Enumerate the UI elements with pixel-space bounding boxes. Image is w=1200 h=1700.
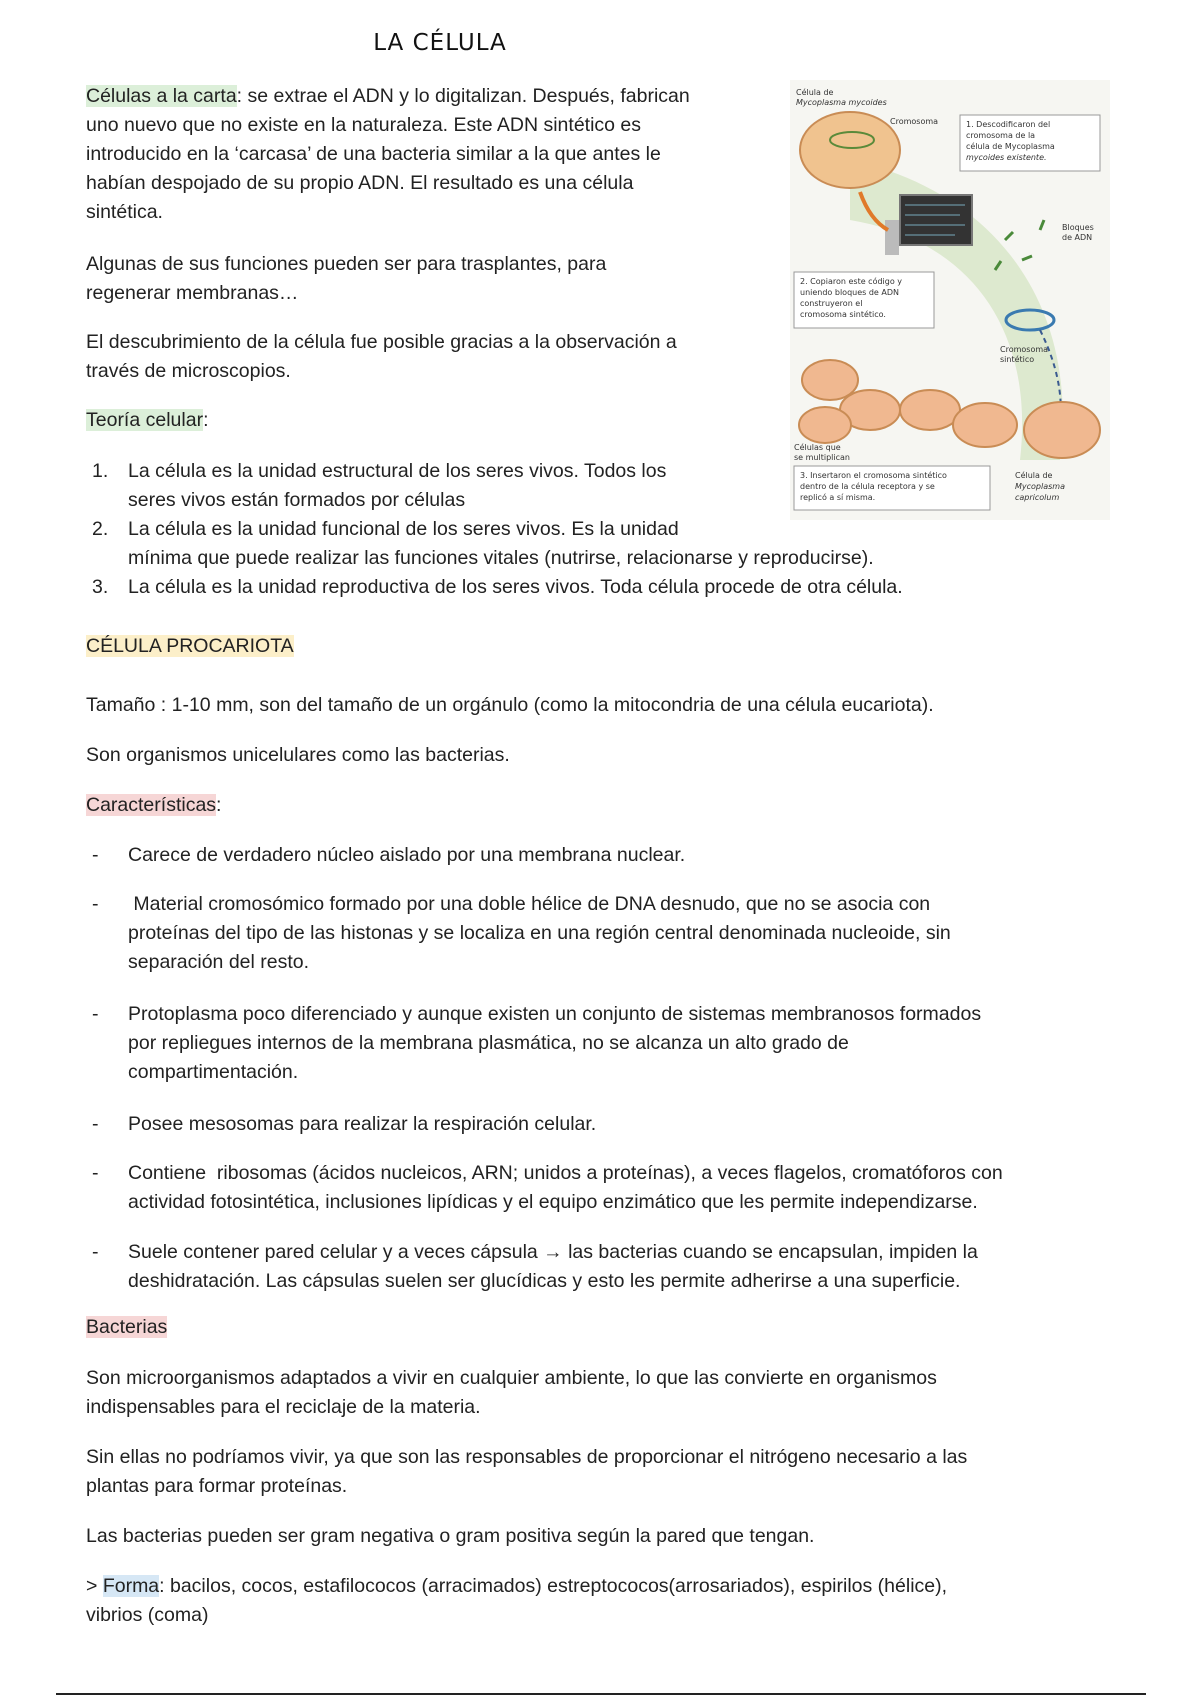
synthetic-label-2: sintético: [1000, 355, 1035, 364]
step1-line-3: célula de Mycoplasma: [966, 142, 1055, 151]
bullet-3-line-2: por repliegues internos de la membrana plasmática, no se alcanza un alto grado de: [128, 1032, 849, 1054]
bacteria-p1-line-2: indispensables para el reciclaje de la materia.: [86, 1396, 481, 1418]
bacteria-p2-line-1: Sin ellas no podríamos vivir, ya que son las responsables de proporcionar el nitrógeno necesario a las: [86, 1446, 968, 1468]
bullet-2-line-3: separación del resto.: [128, 951, 310, 973]
multiply-label-1: Células que: [794, 443, 841, 452]
theory-item-2-line-2: mínima que puede realizar las funciones vitales (nutrirse, relacionarse y reproducirse).: [128, 547, 874, 569]
cell-label-2: Mycoplasma mycoides: [796, 98, 887, 107]
capri-label-2: Mycoplasma: [1015, 482, 1065, 491]
bullet-3-line-1: Protoplasma poco diferenciado y aunque existen un conjunto de sistemas membranosos formados: [128, 1003, 982, 1025]
bottom-rule: [56, 1693, 1146, 1695]
capri-label-3: capricolum: [1015, 493, 1060, 502]
synthetic-cell-illustration: [790, 80, 1110, 520]
theory-heading: Teoría celular:: [86, 409, 209, 431]
bullet-dash-1: -: [92, 844, 99, 866]
cell-c: [799, 407, 851, 443]
bullet-6-line-1: Suele contener pared celular y a veces cápsula → las bacterias cuando se encapsulan, impiden la: [128, 1241, 978, 1263]
intro-line-4: habían despojado de su propio ADN. El resultado es una célula: [86, 172, 634, 194]
bullet-2-line-2: proteínas del tipo de las histonas y se localiza en una región central denominada nucleoide, sin: [128, 922, 951, 944]
synthetic-label-1: Cromosoma: [1000, 345, 1049, 354]
step3-line-1: 3. Insertaron el cromosoma sintético: [800, 471, 947, 480]
bullet-3-line-3: compartimentación.: [128, 1061, 299, 1083]
functions-line-1: Algunas de sus funciones pueden ser para trasplantes, para: [86, 253, 607, 275]
bacteria-p1-line-1: Son microorganismos adaptados a vivir en cualquier ambiente, lo que las convierte en organismos: [86, 1367, 937, 1389]
bacteria-heading: Bacterias: [86, 1316, 168, 1338]
computer-screen: [900, 195, 972, 245]
prokaryote-organisms: Son organismos unicelulares como las bacterias.: [86, 744, 510, 766]
theory-num-2: 2.: [92, 518, 109, 540]
intro-line-2: uno nuevo que no existe en la naturaleza. Este ADN sintético es: [86, 114, 642, 136]
microscope: [885, 220, 899, 255]
bullet-dash-3: -: [92, 1003, 99, 1025]
theory-num-3: 3.: [92, 576, 109, 598]
blocks-label-1: Bloques: [1062, 223, 1094, 232]
bullet-5-line-2: actividad fotosintética, inclusiones lipídicas y el equipo enzimático que les permite independizarse.: [128, 1191, 978, 1213]
cell-d: [900, 390, 960, 430]
bullet-1-line-1: Carece de verdadero núcleo aislado por una membrana nuclear.: [128, 844, 686, 866]
theory-item-1-line-1: La célula es la unidad estructural de los seres vivos. Todos los: [128, 460, 667, 482]
intro-line-1: Células a la carta: se extrae el ADN y lo digitalizan. Después, fabrican: [86, 85, 690, 107]
intro-highlight: Células a la carta: [86, 85, 237, 107]
theory-item-3-line-1: La célula es la unidad reproductiva de los seres vivos. Toda célula procede de otra célula.: [128, 576, 903, 598]
bacteria-shape-line-2: vibrios (coma): [86, 1604, 209, 1626]
step2-line-2: uniendo bloques de ADN: [800, 288, 900, 297]
bullet-6-line-2: deshidratación. Las cápsulas suelen ser glucídicas y esto les permite adherirse a una superficie.: [128, 1270, 961, 1292]
blocks-label-2: de ADN: [1062, 233, 1093, 242]
prokaryote-heading: CÉLULA PROCARIOTA: [86, 635, 294, 657]
bullet-4-line-1: Posee mesosomas para realizar la respiración celular.: [128, 1113, 597, 1135]
bullet-2-line-1: Material cromosómico formado por una doble hélice de DNA desnudo, que no se asocia con: [128, 893, 931, 915]
intro-line-5: sintética.: [86, 201, 163, 223]
step2-line-1: 2. Copiaron este código y: [800, 277, 903, 286]
cell-e: [953, 403, 1017, 447]
characteristics-heading: Características:: [86, 794, 222, 816]
bullet-5-line-1: Contiene ribosomas (ácidos nucleicos, ARN; unidos a proteínas), a veces flagelos, cromatóforos con: [128, 1162, 1003, 1184]
step1-line-4: mycoides existente.: [966, 153, 1047, 162]
mycoides-cell: [800, 112, 900, 188]
functions-line-2: regenerar membranas…: [86, 282, 299, 304]
bullet-dash-5: -: [92, 1162, 99, 1184]
discovery-line-2: través de microscopios.: [86, 360, 291, 382]
step3-line-3: replicó a sí misma.: [800, 493, 876, 502]
cell-a: [802, 360, 858, 400]
page-title: LA CÉLULA: [373, 30, 507, 56]
step2-line-4: cromosoma sintético.: [800, 310, 886, 319]
step1-line-2: cromosoma de la: [966, 131, 1036, 140]
bullet-dash-6: -: [92, 1241, 99, 1263]
prokaryote-size: Tamaño : 1-10 mm, son del tamaño de un orgánulo (como la mitocondria de una célula eucariota).: [86, 694, 934, 716]
step2-line-3: construyeron el: [800, 299, 863, 308]
chromosome-label: Cromosoma: [890, 117, 939, 126]
bullet-dash-2: -: [92, 893, 99, 915]
bacteria-p2-line-2: plantas para formar proteínas.: [86, 1475, 348, 1497]
theory-item-2-line-1: La célula es la unidad funcional de los seres vivos. Es la unidad: [128, 518, 679, 540]
theory-item-1-line-2: seres vivos están formados por células: [128, 489, 466, 511]
bacteria-shape-line-1: > Forma: bacilos, cocos, estafilococos (arracimados) estreptococos(arrosariados), espirilos (hélice),: [86, 1575, 948, 1597]
step1-line-1: 1. Descodificaron del: [966, 120, 1051, 129]
bullet-dash-4: -: [92, 1113, 99, 1135]
bacteria-p3: Las bacterias pueden ser gram negativa o gram positiva según la pared que tengan.: [86, 1525, 815, 1547]
cell-label-1: Célula de: [796, 88, 834, 97]
step3-line-2: dentro de la célula receptora y se: [800, 482, 935, 491]
synthetic-cell-figure: [790, 80, 1110, 520]
capri-label-1: Célula de: [1015, 471, 1053, 480]
multiply-label-2: se multiplican: [794, 453, 850, 462]
intro-line-3: introducido en la ‘carcasa’ de una bacteria similar a la que antes le: [86, 143, 661, 165]
capricolum-cell: [1024, 402, 1100, 458]
theory-num-1: 1.: [92, 460, 109, 482]
discovery-line-1: El descubrimiento de la célula fue posible gracias a la observación a: [86, 331, 677, 353]
